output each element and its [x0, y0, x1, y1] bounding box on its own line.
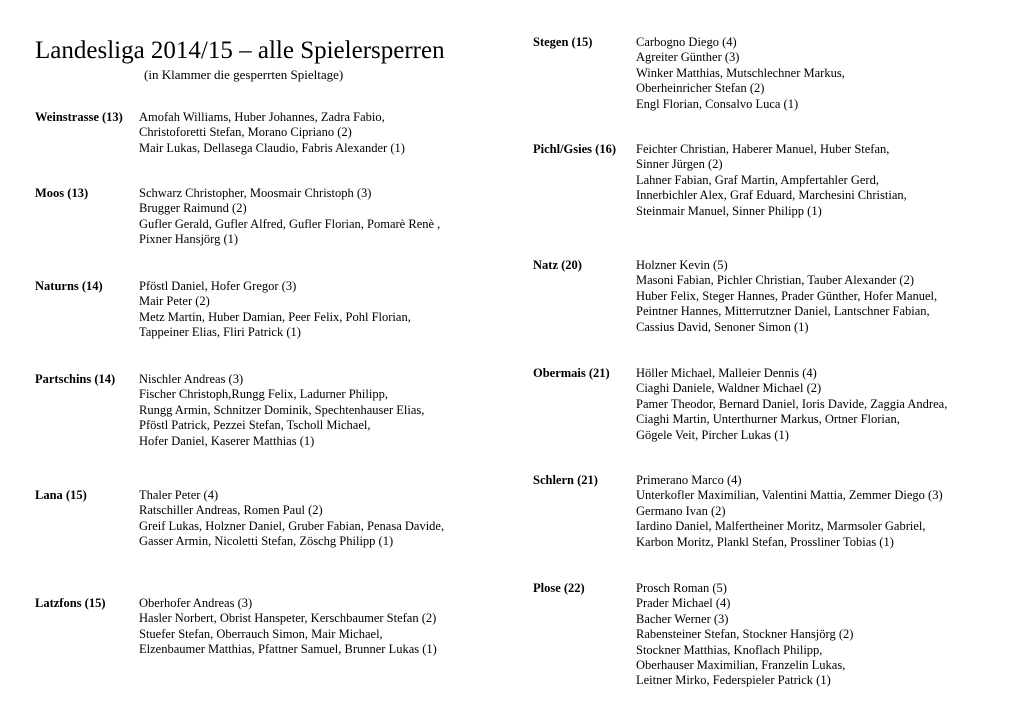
suspension-line: Rungg Armin, Schnitzer Dominik, Spechtenhauser Elias, — [139, 402, 425, 417]
suspension-line: Gögele Veit, Pircher Lukas (1) — [636, 427, 789, 442]
suspension-line: Christoforetti Stefan, Morano Cipriano (2) — [139, 125, 352, 140]
suspension-line: Innerbichler Alex, Graf Eduard, Marchesini Christian, — [636, 188, 907, 203]
suspension-line: Nischler Andreas (3) — [139, 372, 244, 386]
suspension-list — [139, 279, 411, 341]
suspension-line: Gasser Armin, Nicoletti Stefan, Zöschg Philipp (1) — [139, 534, 394, 549]
suspension-list — [139, 110, 405, 156]
team-name: Schlern (21) — [533, 473, 598, 487]
suspension-line: Thaler Peter (4) — [139, 488, 219, 502]
suspension-line: Pföstl Patrick, Pezzei Stefan, Tscholl Michael, — [139, 418, 371, 433]
suspension-line: Ratschiller Andreas, Romen Paul (2) — [139, 503, 323, 518]
suspension-line: Amofah Williams, Huber Johannes, Zadra Fabio, — [139, 110, 385, 124]
team-name: Natz (20) — [533, 258, 582, 272]
suspension-line: Prader Michael (4) — [636, 596, 731, 611]
suspension-line: Oberhauser Maximilian, Franzelin Lukas, — [636, 658, 846, 673]
suspension-line: Lahner Fabian, Graf Martin, Ampfertahler Gerd, — [636, 172, 879, 187]
suspension-line: Winker Matthias, Mutschlechner Markus, — [636, 65, 845, 80]
suspension-list — [636, 35, 845, 112]
suspension-line: Leitner Mirko, Federspieler Patrick (1) — [636, 673, 831, 688]
suspension-line: Carbogno Diego (4) — [636, 35, 737, 49]
suspension-line: Ciaghi Daniele, Waldner Michael (2) — [636, 381, 822, 396]
suspension-line: Elzenbaumer Matthias, Pfattner Samuel, Brunner Lukas (1) — [139, 642, 437, 657]
suspension-line: Mair Peter (2) — [139, 294, 210, 309]
suspension-line: Masoni Fabian, Pichler Christian, Tauber Alexander (2) — [636, 273, 914, 288]
suspension-list — [636, 142, 907, 219]
team-name: Obermais (21) — [533, 366, 610, 380]
suspension-line: Stockner Matthias, Knoflach Philipp, — [636, 642, 823, 657]
suspension-line: Oberhofer Andreas (3) — [139, 596, 253, 610]
suspension-line: Hofer Daniel, Kaserer Matthias (1) — [139, 433, 315, 448]
suspension-line: Ciaghi Martin, Unterthurner Markus, Ortner Florian, — [636, 412, 900, 427]
suspension-line: Pixner Hansjörg (1) — [139, 232, 239, 247]
suspension-list — [636, 366, 947, 443]
suspension-list — [636, 473, 943, 550]
page-title: Landesliga 2014/15 – alle Spielersperren — [35, 37, 445, 64]
suspension-line: Oberheinricher Stefan (2) — [636, 81, 765, 96]
suspension-list — [139, 186, 440, 248]
suspension-line: Holzner Kevin (5) — [636, 258, 728, 272]
suspension-list — [139, 372, 424, 449]
suspension-line: Mair Lukas, Dellasega Claudio, Fabris Alexander (1) — [139, 140, 405, 155]
suspension-line: Fischer Christoph,Rungg Felix, Ladurner Philipp, — [139, 387, 388, 402]
suspension-line: Primerano Marco (4) — [636, 473, 742, 487]
suspension-line: Unterkofler Maximilian, Valentini Mattia, Zemmer Diego (3) — [636, 488, 943, 503]
suspension-line: Iardino Daniel, Malfertheiner Moritz, Marmsoler Gabriel, — [636, 519, 926, 534]
suspension-line: Engl Florian, Consalvo Luca (1) — [636, 96, 799, 111]
suspension-list — [636, 581, 853, 689]
suspension-list — [139, 596, 437, 658]
suspension-line: Agreiter Günther (3) — [636, 50, 740, 65]
suspension-line: Pamer Theodor, Bernard Daniel, Ioris Davide, Zaggia Andrea, — [636, 396, 948, 411]
page-subtitle: (in Klammer die gesperrten Spieltage) — [144, 67, 344, 82]
suspension-line: Huber Felix, Steger Hannes, Prader Günther, Hofer Manuel, — [636, 288, 938, 303]
suspension-line: Tappeiner Elias, Fliri Patrick (1) — [139, 325, 301, 340]
suspension-line: Greif Lukas, Holzner Daniel, Gruber Fabian, Penasa Davide, — [139, 518, 445, 533]
suspension-line: Hasler Norbert, Obrist Hanspeter, Kerschbaumer Stefan (2) — [139, 611, 437, 626]
suspension-line: Pföstl Daniel, Hofer Gregor (3) — [139, 279, 297, 293]
suspension-list — [139, 488, 444, 550]
suspension-line: Rabensteiner Stefan, Stockner Hansjörg (2) — [636, 627, 854, 642]
team-name: Stegen (15) — [533, 35, 593, 49]
suspension-line: Gufler Gerald, Gufler Alfred, Gufler Florian, Pomarè Renè , — [139, 216, 441, 231]
team-name: Lana (15) — [35, 488, 87, 502]
team-name: Partschins (14) — [35, 372, 116, 386]
team-name: Naturns (14) — [35, 279, 103, 293]
suspension-line: Bacher Werner (3) — [636, 611, 729, 626]
suspension-line: Metz Martin, Huber Damian, Peer Felix, Pohl Florian, — [139, 309, 411, 324]
suspension-line: Peintner Hannes, Mitterrutzner Daniel, Lantschner Fabian, — [636, 304, 930, 319]
suspension-line: Brugger Raimund (2) — [139, 201, 247, 216]
suspension-line: Feichter Christian, Haberer Manuel, Huber Stefan, — [636, 142, 890, 156]
team-name: Pichl/Gsies (16) — [533, 142, 616, 156]
team-name: Plose (22) — [533, 581, 585, 595]
suspension-line: Germano Ivan (2) — [636, 503, 726, 518]
team-name: Latzfons (15) — [35, 596, 106, 610]
team-name: Moos (13) — [35, 186, 89, 200]
suspension-list — [636, 258, 937, 335]
suspension-line: Stuefer Stefan, Oberrauch Simon, Mair Michael, — [139, 626, 383, 641]
suspension-line: Schwarz Christopher, Moosmair Christoph (3) — [139, 186, 372, 200]
suspension-line: Höller Michael, Malleier Dennis (4) — [636, 366, 817, 380]
suspension-line: Sinner Jürgen (2) — [636, 157, 723, 172]
suspension-line: Steinmair Manuel, Sinner Philipp (1) — [636, 203, 822, 218]
team-name: Weinstrasse (13) — [35, 110, 123, 124]
suspension-line: Prosch Roman (5) — [636, 581, 727, 595]
suspension-line: Karbon Moritz, Plankl Stefan, Prossliner Tobias (1) — [636, 534, 894, 549]
suspension-line: Cassius David, Senoner Simon (1) — [636, 319, 809, 334]
